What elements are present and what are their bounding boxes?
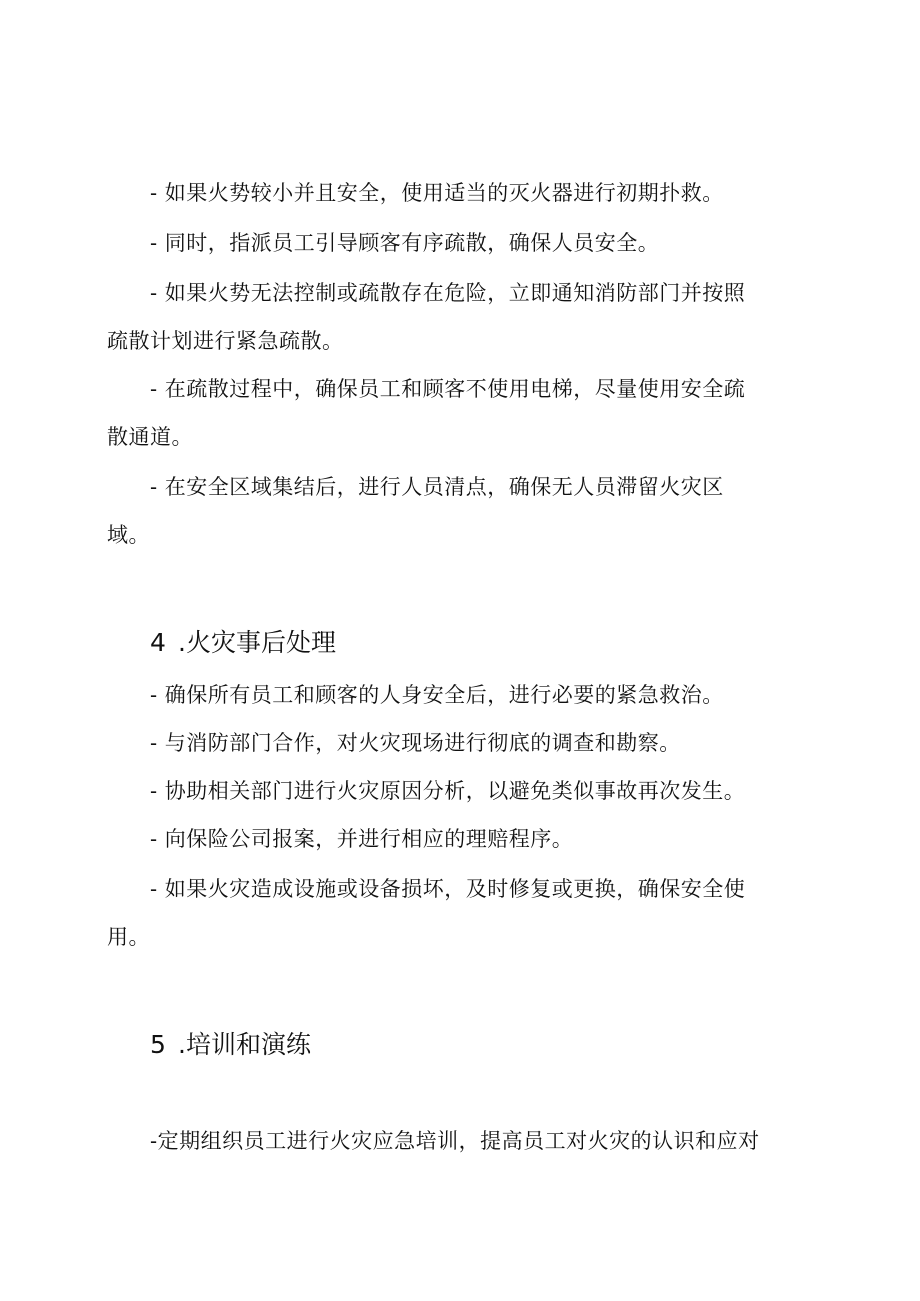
paragraph-line: - 在安全区域集结后，进行人员清点，确保无人员滞留火灾区 <box>150 475 724 499</box>
paragraph-line: 散通道。 <box>107 425 193 449</box>
paragraph-line: - 协助相关部门进行火灾原因分析，以避免类似事故再次发生。 <box>150 779 746 803</box>
section-title: .火灾事后处理 <box>178 628 336 657</box>
paragraph-line: - 向保险公司报案，并进行相应的理赔程序。 <box>150 827 574 851</box>
paragraph-line: - 如果火灾造成设施或设备损坏，及时修复或更换，确保安全使 <box>150 877 746 901</box>
section-heading <box>150 626 336 660</box>
section-number: 4 <box>150 628 166 657</box>
paragraph-line: 域。 <box>107 523 150 547</box>
paragraph-line: 用。 <box>107 925 150 949</box>
section-heading <box>150 1028 311 1062</box>
paragraph-line: - 如果火势无法控制或疏散存在危险，立即通知消防部门并按照 <box>150 281 746 305</box>
paragraph-line: - 确保所有员工和顾客的人身安全后，进行必要的紧急救治。 <box>150 683 724 707</box>
section-number: 5 <box>150 1030 166 1059</box>
paragraph-line: - 在疏散过程中，确保员工和顾客不使用电梯，尽量使用安全疏 <box>150 377 746 401</box>
section-title: .培训和演练 <box>178 1030 311 1059</box>
paragraph-line: 疏散计划进行紧急疏散。 <box>107 329 344 353</box>
paragraph-line: - 同时，指派员工引导顾客有序疏散，确保人员安全。 <box>150 231 660 255</box>
paragraph-line: - 与消防部门合作，对火灾现场进行彻底的调查和勘察。 <box>150 731 681 755</box>
paragraph-line: -定期组织员工进行火灾应急培训，提高员工对火灾的认识和应对 <box>150 1129 760 1153</box>
paragraph-line: - 如果火势较小并且安全，使用适当的灭火器进行初期扑救。 <box>150 181 724 205</box>
